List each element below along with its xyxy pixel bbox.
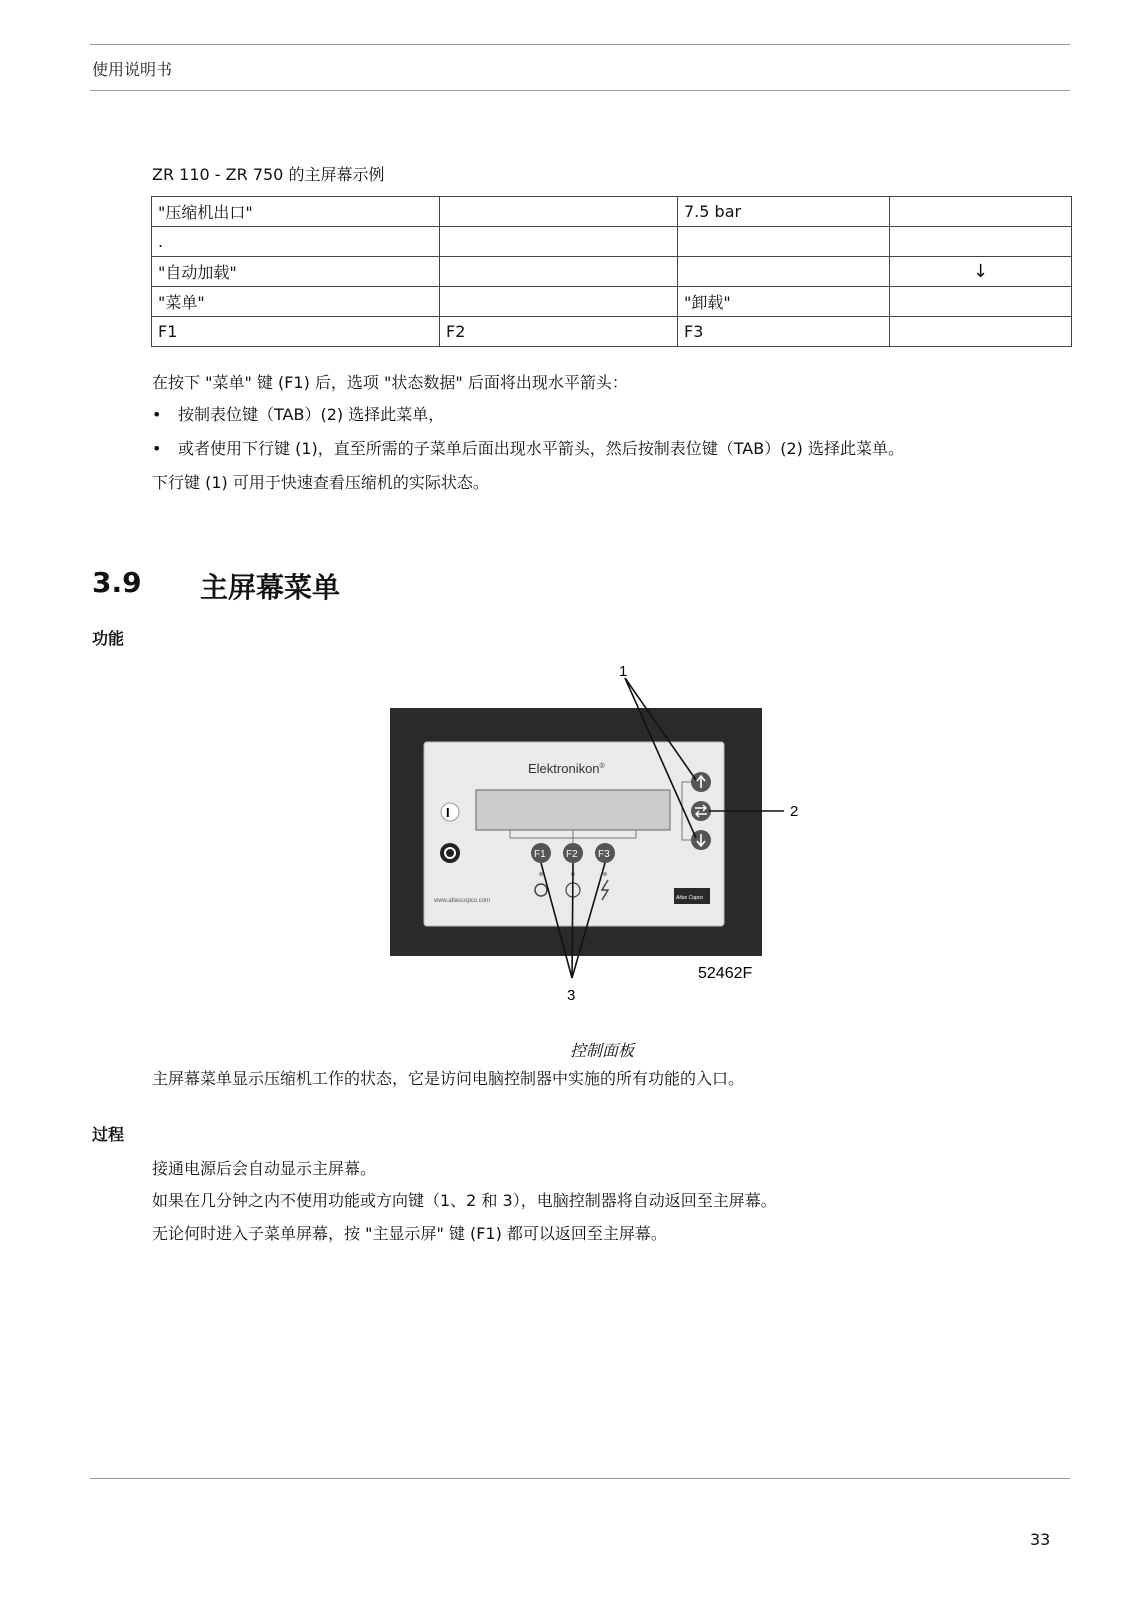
- down-arrow-icon: ↓: [890, 257, 1072, 287]
- page-number: 33: [1030, 1530, 1051, 1549]
- table-row: [152, 257, 1072, 287]
- bullet-text: 或者使用下行键 (1)，直至所需的子菜单后面出现水平箭头，然后按制表位键（TAB）(2) 选择此菜单。: [178, 439, 904, 458]
- function-description: 主屏幕菜单显示压缩机工作的状态，它是访问电脑控制器中实施的所有功能的入口。: [152, 1069, 745, 1088]
- table-row: [152, 197, 1072, 227]
- table-cell: [678, 227, 890, 257]
- callout-2-label: 2: [790, 803, 799, 820]
- header-rule-top: [90, 44, 1070, 45]
- table-cell: F3: [678, 317, 890, 347]
- f3-label: F3: [598, 849, 610, 860]
- atlas-copco-logo-text: Atlas Copco: [676, 895, 703, 901]
- figure-ref-code: 52462F: [698, 965, 753, 982]
- table-cell: [440, 227, 678, 257]
- table-cell: [440, 257, 678, 287]
- down-key-note: 下行键 (1) 可用于快速查看压缩机的实际状态。: [152, 473, 489, 492]
- brand-label: Elektronikon®: [528, 761, 605, 776]
- bullet-text: 按制表位键（TAB）(2) 选择此菜单，: [178, 405, 445, 424]
- section-title: 主屏幕菜单: [200, 571, 341, 604]
- procedure-line: 如果在几分钟之内不使用功能或方向键（1、2 和 3），电脑控制器将自动返回至主屏幕。: [152, 1191, 777, 1210]
- menu-key-instruction: 在按下 "菜单" 键 (F1) 后，选项 "状态数据" 后面将出现水平箭头：: [152, 373, 628, 392]
- tab-button: [691, 801, 711, 821]
- function-heading: 功能: [92, 629, 125, 648]
- table-cell: "压缩机出口": [152, 197, 440, 227]
- table-cell: [440, 197, 678, 227]
- bullet-symbol: •: [152, 439, 162, 458]
- table-row: [152, 287, 1072, 317]
- table-cell: [678, 257, 890, 287]
- table-row: [152, 317, 1072, 347]
- table-cell: F2: [440, 317, 678, 347]
- bullet-item: [152, 436, 904, 459]
- callout-1-label: 1: [619, 666, 628, 680]
- callout-3-leader: [572, 863, 573, 978]
- procedure-line: 无论何时进入子菜单屏幕，按 "主显示屏" 键 (F1) 都可以返回至主屏幕。: [152, 1224, 667, 1243]
- status-led-3: [603, 872, 607, 876]
- website-label: www.atlascopco.com: [434, 898, 491, 904]
- main-screen-example-table: [151, 196, 1072, 347]
- example-caption: ZR 110 - ZR 750 的主屏幕示例: [152, 165, 385, 184]
- table-cell: [440, 287, 678, 317]
- status-led-1: [539, 872, 543, 876]
- f2-label: F2: [566, 849, 578, 860]
- figure-caption: 控制面板: [570, 1041, 635, 1060]
- f1-label: F1: [534, 849, 546, 860]
- table-cell: "卸载": [678, 287, 890, 317]
- table-row: [152, 227, 1072, 257]
- table-cell: [890, 197, 1072, 227]
- table-cell: "自动加载": [152, 257, 440, 287]
- control-panel-figure: [390, 666, 810, 1018]
- o-button: [440, 843, 460, 863]
- callout-3-label: 3: [567, 987, 576, 1004]
- display-window: [476, 790, 670, 830]
- table-cell: 7.5 bar: [678, 197, 890, 227]
- table-cell: [890, 317, 1072, 347]
- table-cell: [890, 227, 1072, 257]
- procedure-heading: 过程: [92, 1125, 125, 1144]
- header-rule-bottom: [90, 90, 1070, 91]
- table-cell: [890, 287, 1072, 317]
- table-cell: .: [152, 227, 440, 257]
- i-button-label: I: [446, 805, 450, 820]
- footer-rule: [90, 1478, 1070, 1479]
- i-button: [441, 803, 459, 821]
- bullet-symbol: •: [152, 405, 162, 424]
- procedure-line: 接通电源后会自动显示主屏幕。: [152, 1159, 377, 1178]
- table-cell: "菜单": [152, 287, 440, 317]
- table-cell: F1: [152, 317, 440, 347]
- section-number: 3.9: [92, 566, 142, 599]
- header-title: 使用说明书: [92, 60, 173, 79]
- bullet-item: [152, 402, 444, 425]
